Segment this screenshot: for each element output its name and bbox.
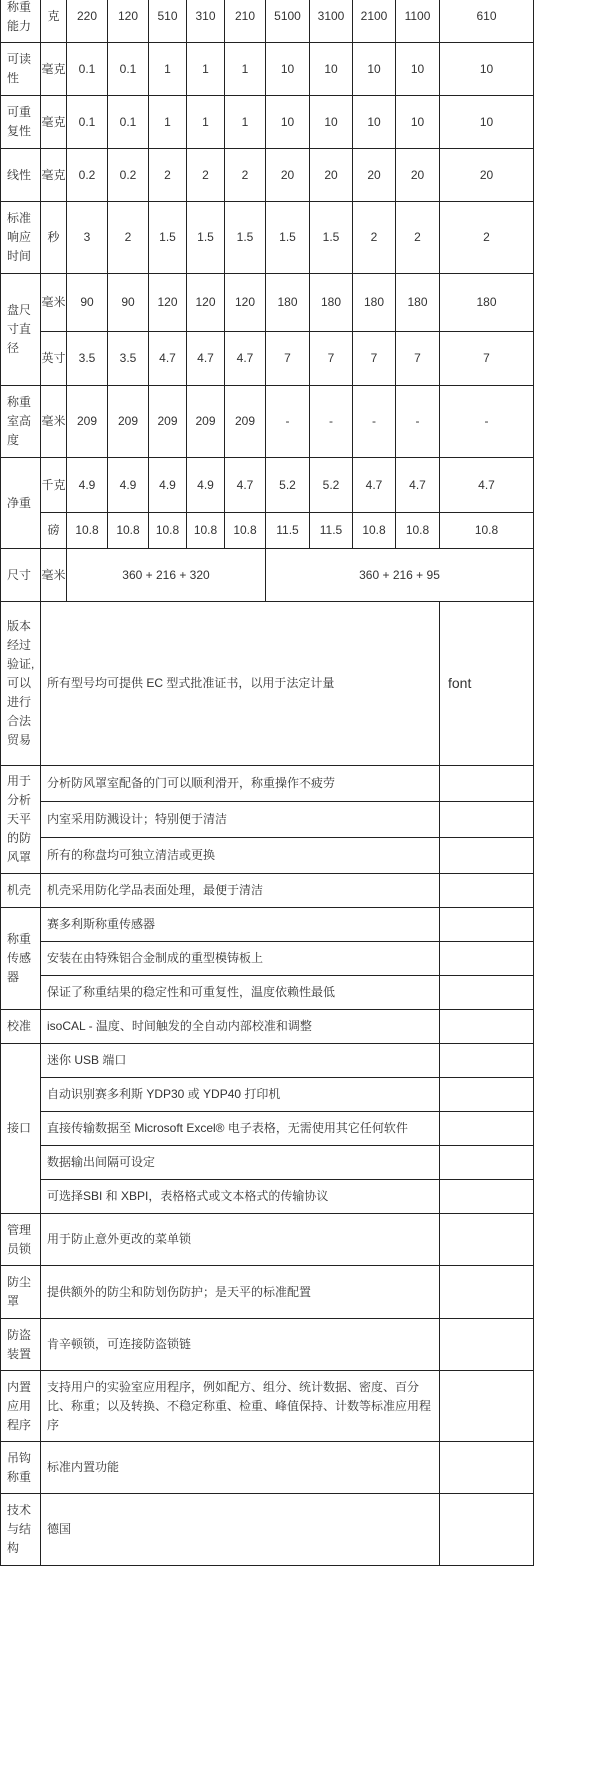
cell: 10 <box>353 96 396 149</box>
unit-repeatability: 毫克 <box>41 96 67 149</box>
admin-lock-text: 用于防止意外更改的菜单锁 <box>41 1214 440 1266</box>
row-interface-1 <box>1 1044 534 1078</box>
cell: - <box>440 386 534 458</box>
blank-cell <box>440 942 534 976</box>
row-housing <box>1 874 534 908</box>
cell: 7 <box>353 332 396 386</box>
cell: - <box>310 386 353 458</box>
row-pan-size-in <box>1 332 534 386</box>
cell: 1 <box>187 96 225 149</box>
interface-item: 直接传输数据至 Microsoft Excel® 电子表格，无需使用其它任何软件 <box>41 1112 440 1146</box>
unit-chamber: 毫米 <box>41 386 67 458</box>
blank-cell <box>440 1010 534 1044</box>
cell: 1.5 <box>225 202 266 274</box>
label-response-time: 标准响应时间 <box>1 202 41 274</box>
cell: 180 <box>310 274 353 332</box>
cell: 5100 <box>266 0 310 43</box>
cell: 180 <box>353 274 396 332</box>
label-antitheft: 防盗装置 <box>1 1319 41 1371</box>
cell: 10.8 <box>225 513 266 549</box>
label-dust-cover: 防尘罩 <box>1 1266 41 1319</box>
cell: 209 <box>225 386 266 458</box>
row-chamber-height <box>1 386 534 458</box>
cell: 10.8 <box>108 513 149 549</box>
cell: 11.5 <box>310 513 353 549</box>
cell: 1.5 <box>187 202 225 274</box>
cell: 10 <box>396 96 440 149</box>
cell: 4.7 <box>440 458 534 513</box>
row-repeatability <box>1 96 534 149</box>
draft-shield-item: 所有的称盘均可独立清洁或更换 <box>41 838 440 874</box>
label-draft-shield: 用于分析天平的防风罩 <box>1 766 41 874</box>
label-pan-size: 盘尺寸直径 <box>1 274 41 386</box>
row-net-weight-kg <box>1 458 534 513</box>
cell: 10 <box>310 96 353 149</box>
verified-extra: font <box>440 602 534 766</box>
blank-cell <box>440 1180 534 1214</box>
housing-text: 机壳采用防化学品表面处理，最便于清洁 <box>41 874 440 908</box>
label-sensor: 称重传感器 <box>1 908 41 1010</box>
row-draft-shield-2 <box>1 802 534 838</box>
interface-item: 自动识别赛多利斯 YDP30 或 YDP40 打印机 <box>41 1078 440 1112</box>
row-sensor-3 <box>1 976 534 1010</box>
cell: 4.9 <box>67 458 108 513</box>
cell: 2 <box>187 149 225 202</box>
cell: 7 <box>310 332 353 386</box>
blank-cell <box>440 1319 534 1371</box>
cell: 10.8 <box>440 513 534 549</box>
label-verified: 版本经过验证,可以进行合法贸易 <box>1 602 41 766</box>
row-origin <box>1 1494 534 1566</box>
cell: 4.9 <box>149 458 187 513</box>
cell: 10.8 <box>149 513 187 549</box>
cell: 90 <box>67 274 108 332</box>
label-repeatability: 可重复性 <box>1 96 41 149</box>
cell: 7 <box>396 332 440 386</box>
interface-item: 可选择SBI 和 XBPI，表格格式或文本格式的传输协议 <box>41 1180 440 1214</box>
unit-dimensions: 毫米 <box>41 549 67 602</box>
cell: 10.8 <box>353 513 396 549</box>
blank-cell <box>440 976 534 1010</box>
cell: 2 <box>440 202 534 274</box>
verified-text: 所有型号均可提供 EC 型式批准证书，以用于法定计量 <box>41 602 440 766</box>
row-calibration <box>1 1010 534 1044</box>
cell: 1.5 <box>310 202 353 274</box>
cell: 120 <box>108 0 149 43</box>
label-capacity: 称重能力 <box>1 0 41 43</box>
blank-cell <box>440 1078 534 1112</box>
cell: 5.2 <box>266 458 310 513</box>
label-below-hook: 吊钩称重 <box>1 1442 41 1494</box>
unit-kg: 千克 <box>41 458 67 513</box>
cell: 1 <box>187 43 225 96</box>
row-sensor-2 <box>1 942 534 976</box>
origin-text: 德国 <box>41 1494 440 1566</box>
cell: 4.7 <box>225 332 266 386</box>
cell: 10 <box>266 96 310 149</box>
cell: 1100 <box>396 0 440 43</box>
cell: 1 <box>225 43 266 96</box>
calibration-text: isoCAL - 温度、时间触发的全自动内部校准和调整 <box>41 1010 440 1044</box>
cell: 2 <box>396 202 440 274</box>
cell: 1.5 <box>266 202 310 274</box>
blank-cell <box>440 1112 534 1146</box>
cell: 510 <box>149 0 187 43</box>
cell: - <box>396 386 440 458</box>
row-interface-3 <box>1 1112 534 1146</box>
cell: 3.5 <box>108 332 149 386</box>
cell: 2 <box>353 202 396 274</box>
row-draft-shield-1 <box>1 766 534 802</box>
row-dimensions <box>1 549 534 602</box>
cell: 3100 <box>310 0 353 43</box>
sensor-item: 安装在由特殊铝合金制成的重型模铸板上 <box>41 942 440 976</box>
cell: 120 <box>149 274 187 332</box>
cell: 5.2 <box>310 458 353 513</box>
dimensions-a: 360 + 216 + 320 <box>67 549 266 602</box>
cell: 1 <box>225 96 266 149</box>
blank-cell <box>440 1371 534 1442</box>
cell: 120 <box>225 274 266 332</box>
cell: 610 <box>440 0 534 43</box>
cell: 2 <box>108 202 149 274</box>
row-interface-5 <box>1 1180 534 1214</box>
blank-cell <box>440 802 534 838</box>
cell: 4.7 <box>149 332 187 386</box>
label-chamber-height: 称重室高度 <box>1 386 41 458</box>
unit-readability: 毫克 <box>41 43 67 96</box>
cell: 2 <box>225 149 266 202</box>
cell: 10 <box>266 43 310 96</box>
cell: 4.7 <box>396 458 440 513</box>
blank-cell <box>440 874 534 908</box>
blank-cell <box>440 1214 534 1266</box>
unit-capacity: 克 <box>41 0 67 43</box>
cell: 4.7 <box>353 458 396 513</box>
cell: 180 <box>440 274 534 332</box>
cell: 209 <box>108 386 149 458</box>
interface-item: 数据输出间隔可设定 <box>41 1146 440 1180</box>
blank-cell <box>440 908 534 942</box>
cell: 20 <box>266 149 310 202</box>
cell: 20 <box>396 149 440 202</box>
cell: 209 <box>187 386 225 458</box>
unit-pan-mm: 毫米 <box>41 274 67 332</box>
cell: 7 <box>266 332 310 386</box>
cell: 10 <box>310 43 353 96</box>
row-admin-lock <box>1 1214 534 1266</box>
cell: 10 <box>440 43 534 96</box>
row-verified <box>1 602 534 766</box>
cell: 1 <box>149 96 187 149</box>
label-readability: 可读性 <box>1 43 41 96</box>
row-capacity <box>1 0 534 43</box>
interface-item: 迷你 USB 端口 <box>41 1044 440 1078</box>
cell: 180 <box>266 274 310 332</box>
cell: 0.1 <box>67 96 108 149</box>
row-dust-cover <box>1 1266 534 1319</box>
cell: 4.9 <box>108 458 149 513</box>
cell: 3 <box>67 202 108 274</box>
row-readability <box>1 43 534 96</box>
cell: 11.5 <box>266 513 310 549</box>
antitheft-text: 肯辛顿锁，可连接防盗锁链 <box>41 1319 440 1371</box>
label-apps: 内置应用程序 <box>1 1371 41 1442</box>
cell: 209 <box>67 386 108 458</box>
cell: 4.7 <box>225 458 266 513</box>
cell: 310 <box>187 0 225 43</box>
cell: 4.9 <box>187 458 225 513</box>
cell: 210 <box>225 0 266 43</box>
unit-pan-in: 英寸 <box>41 332 67 386</box>
label-housing: 机壳 <box>1 874 41 908</box>
label-calibration: 校准 <box>1 1010 41 1044</box>
label-admin-lock: 管理员锁 <box>1 1214 41 1266</box>
blank-cell <box>440 766 534 802</box>
cell: 20 <box>310 149 353 202</box>
cell: 10 <box>440 96 534 149</box>
row-antitheft <box>1 1319 534 1371</box>
label-interface: 接口 <box>1 1044 41 1214</box>
cell: 0.1 <box>67 43 108 96</box>
cell: - <box>266 386 310 458</box>
blank-cell <box>440 1494 534 1566</box>
cell: 20 <box>440 149 534 202</box>
draft-shield-item: 分析防风罩室配备的门可以顺利滑开，称重操作不疲劳 <box>41 766 440 802</box>
label-dimensions: 尺寸 <box>1 549 41 602</box>
row-interface-2 <box>1 1078 534 1112</box>
label-linearity: 线性 <box>1 149 41 202</box>
row-sensor-1 <box>1 908 534 942</box>
sensor-item: 保证了称重结果的稳定性和可重复性，温度依赖性最低 <box>41 976 440 1010</box>
unit-response-time: 秒 <box>41 202 67 274</box>
cell: 10 <box>353 43 396 96</box>
below-hook-text: 标准内置功能 <box>41 1442 440 1494</box>
cell: - <box>353 386 396 458</box>
cell: 180 <box>396 274 440 332</box>
cell: 4.7 <box>187 332 225 386</box>
cell: 7 <box>440 332 534 386</box>
cell: 0.2 <box>108 149 149 202</box>
cell: 10 <box>396 43 440 96</box>
cell: 20 <box>353 149 396 202</box>
cell: 1 <box>149 43 187 96</box>
row-interface-4 <box>1 1146 534 1180</box>
cell: 10.8 <box>67 513 108 549</box>
sensor-item: 赛多利斯称重传感器 <box>41 908 440 942</box>
row-draft-shield-3 <box>1 838 534 874</box>
cell: 220 <box>67 0 108 43</box>
cell: 2100 <box>353 0 396 43</box>
cell: 10.8 <box>396 513 440 549</box>
unit-lb: 磅 <box>41 513 67 549</box>
cell: 0.2 <box>67 149 108 202</box>
cell: 3.5 <box>67 332 108 386</box>
dust-cover-text: 提供额外的防尘和防划伤防护；是天平的标准配置 <box>41 1266 440 1319</box>
cell: 90 <box>108 274 149 332</box>
draft-shield-item: 内室采用防溅设计；特别便于清洁 <box>41 802 440 838</box>
row-below-hook <box>1 1442 534 1494</box>
blank-cell <box>440 1044 534 1078</box>
blank-cell <box>440 1266 534 1319</box>
blank-cell <box>440 838 534 874</box>
apps-text: 支持用户的实验室应用程序，例如配方、组分、统计数据、密度、百分比、称重；以及转换、不稳定称重、检重、峰值保持、计数等标准应用程序 <box>41 1371 440 1442</box>
row-linearity <box>1 149 534 202</box>
cell: 0.1 <box>108 43 149 96</box>
cell: 209 <box>149 386 187 458</box>
row-response-time <box>1 202 534 274</box>
blank-cell <box>440 1146 534 1180</box>
cell: 120 <box>187 274 225 332</box>
label-origin: 技术与结构 <box>1 1494 41 1566</box>
cell: 1.5 <box>149 202 187 274</box>
cell: 10.8 <box>187 513 225 549</box>
unit-linearity: 毫克 <box>41 149 67 202</box>
label-net-weight: 净重 <box>1 458 41 549</box>
cell: 2 <box>149 149 187 202</box>
dimensions-b: 360 + 216 + 95 <box>266 549 534 602</box>
row-pan-size-mm <box>1 274 534 332</box>
row-net-weight-lb <box>1 513 534 549</box>
cell: 0.1 <box>108 96 149 149</box>
blank-cell <box>440 1442 534 1494</box>
row-apps <box>1 1371 534 1442</box>
